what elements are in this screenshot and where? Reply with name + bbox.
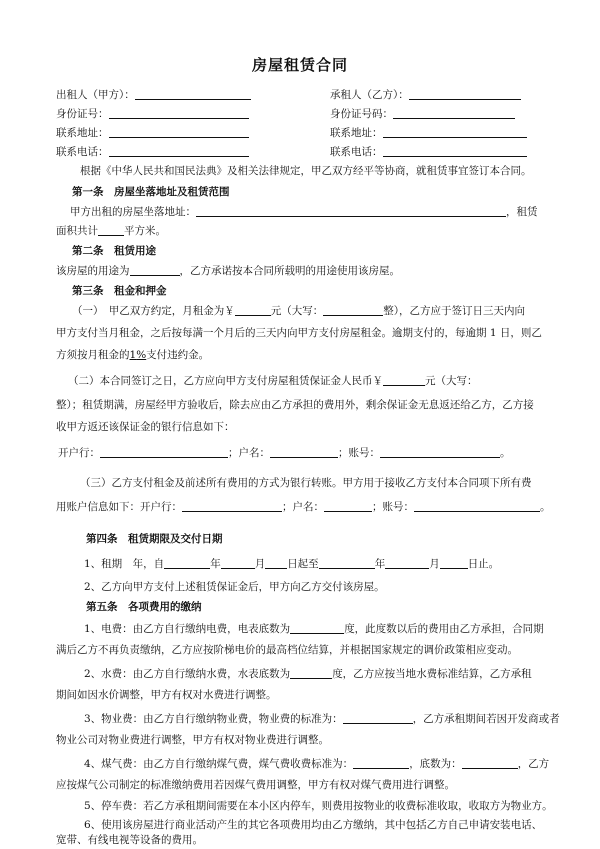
lessor-bank-label: 用账户信息如下：开户行：	[56, 501, 182, 513]
gas-text-a: 4、煤气费：由乙方自行缴纳煤气费，煤气费收费标准为：	[84, 758, 354, 770]
deposit-line-1	[68, 374, 478, 388]
electricity-text-b: 度，此度数以后的费用由乙方承担，合同期	[344, 623, 544, 635]
area-label: 面积共计	[56, 225, 98, 237]
section-1-title: 第一条 房屋坐落地址及租赁范围	[72, 186, 230, 198]
use-label: 该房屋的用途为	[56, 265, 130, 277]
deposit-text-a: （二）本合同签订之日，乙方应向甲方支付房屋租赁保证金人民币￥	[68, 375, 383, 387]
deposit-amount-blank	[383, 374, 425, 386]
end-month-blank	[385, 557, 429, 569]
gas-standard-blank	[353, 757, 409, 769]
account-number-blank	[380, 446, 500, 458]
account-name-blank	[270, 446, 338, 458]
section-3-title: 第三条 租金和押金	[72, 285, 167, 297]
year-label-2: 年	[374, 558, 386, 570]
phone-b-line	[330, 145, 527, 159]
term-line	[84, 557, 499, 571]
rent-line-2: 甲方支付当月租金，之后按每满一个月后的三天内向甲方支付房屋租金。逾期支付的，每逾期 1 日，则乙	[56, 327, 542, 339]
phone-b-label: 联系电话：	[330, 146, 383, 158]
id-b-blank	[393, 107, 515, 119]
lessor-bank-blank	[182, 500, 282, 512]
addr-b-blank	[383, 126, 527, 138]
deposit-text-b: 元（大写：	[425, 375, 478, 387]
id-a-blank	[109, 107, 249, 119]
rent-line-3	[56, 348, 209, 362]
lessor-blank	[135, 88, 251, 100]
end-day-blank	[440, 557, 468, 569]
water-line-2: 期间如因水价调整，甲方有权对水费进行调整。	[56, 689, 277, 701]
property-fee-line-1	[84, 712, 560, 726]
water-text-a: 2、水费：由乙方自行缴纳水费，水表底数为	[84, 668, 291, 680]
phone-b-blank	[383, 145, 527, 157]
start-year-blank	[164, 557, 210, 569]
section-2-title: 第二条 租赁用途	[72, 245, 156, 257]
term-text: 1、租期 年，自	[84, 558, 165, 570]
account-number-label: ；账号：	[338, 447, 380, 459]
section-2-line-1	[56, 264, 400, 278]
address-blank	[196, 205, 506, 217]
deposit-line-2: 整）；租赁期满，房屋经甲方验收后，除去应由乙方承担的费用外，剩余保证金无息返还给乙方，乙方接	[56, 399, 534, 411]
property-fee-text-b: ，乙方承租期间若因开发商或者	[412, 713, 560, 725]
month-label-1: 月	[254, 558, 266, 570]
rent-text-a: （一） 甲乙双方约定，月租金为￥	[72, 305, 235, 317]
account-name-label: ；户名：	[228, 447, 270, 459]
use-text: ，乙方承诺按本合同所载明的用途使用该房屋。	[179, 265, 400, 277]
id-a-label: 身份证号：	[56, 108, 109, 120]
deposit-line-3: 收甲方返还该保证金的银行信息如下：	[56, 421, 235, 433]
month-label-2: 月	[429, 558, 440, 570]
bank-blank	[100, 446, 228, 458]
lessor-account-number-blank	[414, 500, 540, 512]
lessor-account-number-label: ；账号：	[372, 501, 414, 513]
payment-line-1: （三）乙方支付租金及前述所有费用的方式为银行转账。甲方用于接收乙方支付本合同项下所有费	[80, 477, 532, 489]
use-blank	[130, 264, 180, 276]
electricity-text-a: 1、电费：由乙方自行缴纳电费，电表底数为	[84, 623, 291, 635]
electricity-line-2: 满后乙方不再负责缴纳，乙方应按阶梯电价的最高档位结算，并根据国家规定的调价政策相应变动。	[56, 644, 518, 656]
parking-line: 5、停车费：若乙方承租期间需要在本小区内停车，则费用按物业的收费标准收取，收取方为物业方。	[84, 800, 553, 812]
start-month-blank	[221, 557, 255, 569]
water-text-b: 度，乙方应按当地水费标准结算，乙方承租	[332, 668, 532, 680]
lessor-label: 出租人（甲方）：	[56, 89, 135, 101]
water-line-1	[84, 667, 532, 681]
lessor-account-name-label: ；户名：	[282, 501, 324, 513]
s1-text: 甲方出租的房屋坐落地址：	[70, 206, 196, 218]
id-b-label: 身份证号码：	[330, 108, 393, 120]
period: 。	[500, 447, 511, 459]
handover-line: 2、乙方向甲方支付上述租赁保证金后，甲方向乙方交付该房屋。	[84, 581, 385, 593]
section-1-line-2	[56, 224, 166, 238]
page-title: 房屋租赁合同	[251, 56, 348, 74]
end-label: 日止。	[467, 558, 500, 570]
area-blank	[98, 224, 124, 236]
start-day-blank	[265, 557, 287, 569]
end-year-blank	[319, 557, 375, 569]
rent-line-1	[72, 304, 525, 318]
gas-reading-label: ，底数为：	[409, 758, 462, 770]
section-1-line-1	[70, 205, 538, 219]
penalty-text-end: 支付违约金。	[146, 349, 210, 361]
lessor-line	[56, 88, 251, 102]
year-label-1: 年	[210, 558, 221, 570]
addr-a-line	[56, 126, 249, 140]
commercial-line-1: 6、使用该房屋进行商业活动产生的其它各项费用均由乙方缴纳，其中包括乙方自己申请安装电话、	[84, 819, 543, 831]
property-fee-line-2: 物业公司对物业费进行调整，甲方有权对物业费进行调整。	[56, 734, 329, 746]
commercial-line-2: 宽带、有线电视等设备的费用。	[56, 834, 203, 846]
payment-line-2	[56, 500, 551, 514]
addr-b-line	[330, 126, 527, 140]
id-a-line	[56, 107, 249, 121]
gas-line-2: 应按煤气公司制定的标准缴纳费用若因煤气费用调整，甲方有权对煤气费用进行调整。	[56, 779, 455, 791]
phone-a-blank	[109, 145, 249, 157]
gas-text-c: ，乙方	[517, 758, 550, 770]
phone-a-line	[56, 145, 249, 159]
bank-label: 开户行：	[58, 447, 100, 459]
s1-text-end: ，租赁	[506, 206, 538, 218]
section-4-title: 第四条 租赁期限及交付日期	[86, 533, 223, 545]
lessee-label: 承租人（乙方）：	[330, 89, 409, 101]
area-unit: 平方米。	[124, 225, 166, 237]
rent-text-b: 元（大写：	[270, 305, 324, 317]
intro-text: 根据《中华人民共和国民法典》及相关法律规定，甲乙双方经平等协商，就租赁事宜签订本合同。	[80, 165, 532, 177]
rent-text-c: 整），乙方应于签订日三天内向	[383, 305, 525, 317]
until-label: 日起至	[287, 558, 319, 570]
lessor-account-name-blank	[324, 500, 372, 512]
property-fee-blank	[343, 712, 413, 724]
phone-a-label: 联系电话：	[56, 146, 109, 158]
gas-line-1	[84, 757, 549, 771]
rent-amount-blank	[235, 304, 271, 316]
addr-b-label: 联系地址：	[330, 127, 383, 139]
gas-reading-blank	[462, 757, 518, 769]
lessee-bank-line	[58, 446, 511, 460]
water-reading-blank	[290, 667, 332, 679]
property-fee-text-a: 3、物业费：由乙方自行缴纳物业费，物业费的标准为：	[84, 713, 343, 725]
id-b-line	[330, 107, 515, 121]
penalty-text: 方须按月租金的	[56, 349, 130, 361]
lessee-line	[330, 88, 521, 102]
penalty-rate: 1	[129, 349, 137, 361]
meter-reading-blank	[290, 622, 344, 634]
rent-uppercase-blank	[323, 304, 383, 316]
penalty-percent: %	[136, 349, 147, 361]
addr-a-label: 联系地址：	[56, 127, 109, 139]
section-5-title: 第五条 各项费用的缴纳	[86, 601, 202, 613]
addr-a-blank	[109, 126, 249, 138]
electricity-line-1	[84, 622, 544, 636]
lessee-blank	[409, 88, 521, 100]
period-2: 。	[540, 501, 551, 513]
